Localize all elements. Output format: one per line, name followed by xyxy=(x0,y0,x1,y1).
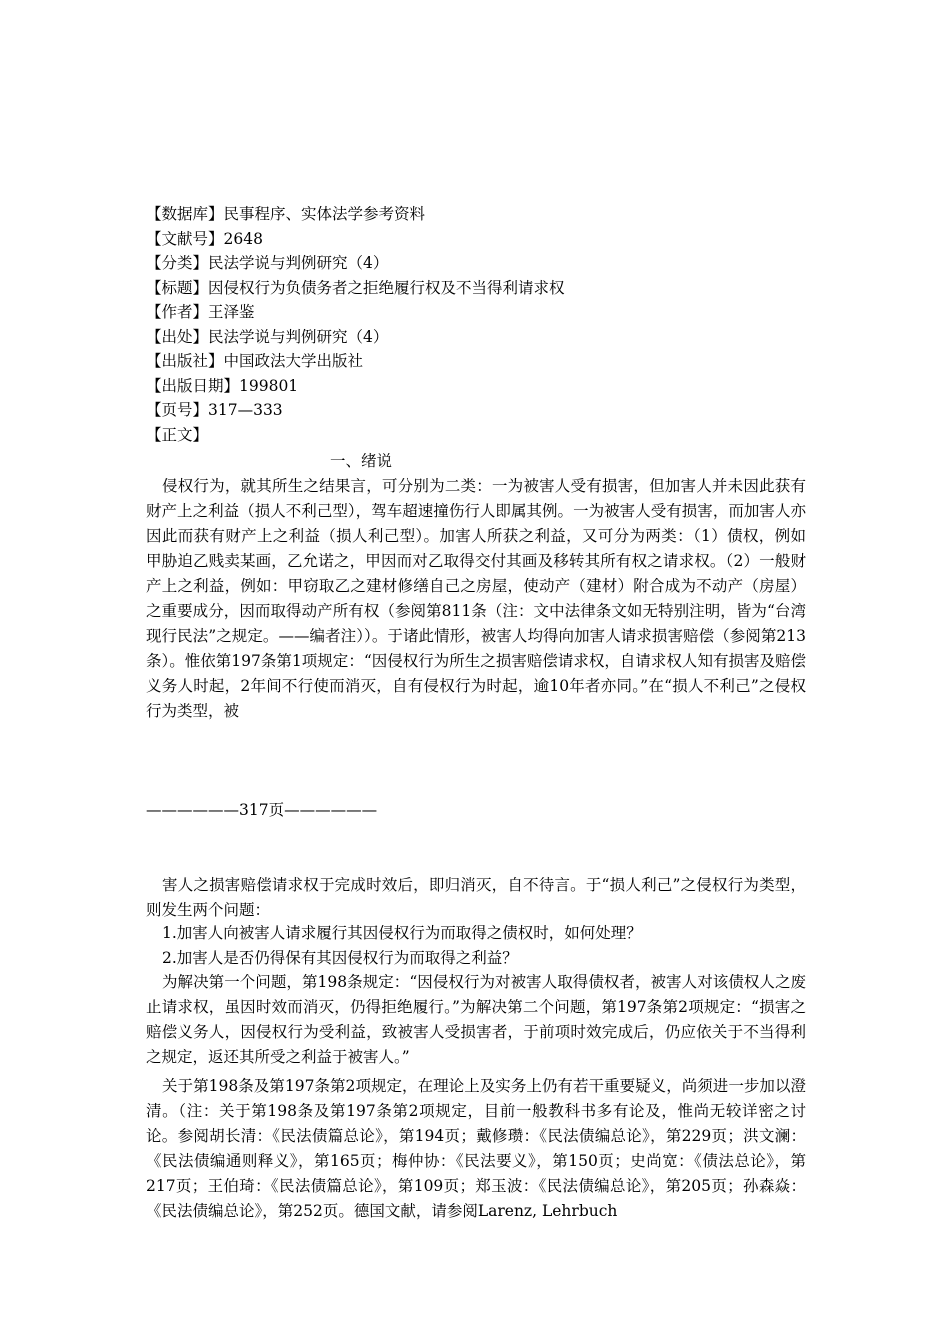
question-item-2: 2.加害人是否仍得保有其因侵权行为而取得之利益？ xyxy=(162,949,518,967)
meta-author: 【作者】王泽鉴 xyxy=(146,303,255,321)
paragraph-intro: 侵权行为，就其所生之结果言，可分别为二类：一为被害人受有损害，但加害人并未因此获有财产上之利益（损人不利己型），驾车超速撞伤行人即属其例。一为被害人受有损害，而加害人亦因此而获有财产上之利益（损人利己型）。加害人所获之利益，又可分为两类：（1）债权，例如甲胁迫乙贱卖某画，乙允诺之，甲因而对乙取得交付其画及移转其所有权之请求权。（2）一般财产上之利益，例如：甲窃取乙之建材修缮自己之房屋，使动产（建材）附合成为不动产（房屋）之重要成分，因而取得动产所有权（参阅第811条（注：文中法律条文如无特别注明，皆为“台湾现行民法”之规定。——编者注））。于诸此情形，被害人均得向加害人请求损害赔偿（参阅第213条）。惟依第197条第1项规定：“因侵权行为所生之损害赔偿请求权，自请求权人知有损害及赔偿义务人时起，2年间不行使而消灭，自有侵权行为时起，逾10年者亦同。”在“损人不利己”之侵权行为类型，被 xyxy=(146,477,806,720)
meta-body-label: 【正文】 xyxy=(146,425,209,444)
paragraph-doubts: 关于第198条及第197条第2项规定，在理论上及实务上仍有若干重要疑义，尚须进一步加以澄清。（注：关于第198条及第197条第2项规定，目前一般教科书多有论及，惟尚无较详密之讨论。参阅胡长清：《民法债篇总论》，第194页；戴修瓒：《民法债编总论》，第229页；洪文澜：《民法债编通则释义》，第165页；梅仲协：《民法要义》，第150页；史尚宽：《债法总论》，第217页；王伯琦：《民法债篇总论》，第109页；郑玉波：《民法债编总论》，第205页；孙森焱：《民法债编总论》，第252页。德国文献，请参阅Larenz, Lehrbuch xyxy=(146,1077,806,1220)
meta-title: 【标题】因侵权行为负债务者之拒绝履行权及不当得利请求权 xyxy=(146,278,565,297)
question-item-1: 1.加害人向被害人请求履行其因侵权行为而取得之债权时，如何处理？ xyxy=(162,924,642,942)
meta-publisher: 【出版社】中国政法大学出版社 xyxy=(146,352,364,370)
section-heading: 一、绪说 xyxy=(330,452,393,470)
meta-source: 【出处】民法学说与判例研究（4） xyxy=(146,327,389,346)
meta-doc-number: 【文献号】2648 xyxy=(146,229,263,248)
page-separator: ——————317页—————— xyxy=(146,801,378,819)
meta-database: 【数据库】民事程序、实体法学参考资料 xyxy=(146,205,426,223)
meta-pub-date: 【出版日期】199801 xyxy=(146,376,299,395)
metadata-block xyxy=(146,202,826,447)
paragraph-continuation: 害人之损害赔偿请求权于完成时效后，即归消灭，自不待言。于“损人利己”之侵权行为类型，则发生两个问题： xyxy=(146,876,806,919)
meta-category: 【分类】民法学说与判例研究（4） xyxy=(146,254,389,272)
meta-pages: 【页号】317—333 xyxy=(146,401,283,419)
paragraph-solutions: 为解决第一个问题，第198条规定：“因侵权行为对被害人取得债权者，被害人对该债权人之废止请求权，虽因时效而消灭，仍得拒绝履行。”为解决第二个问题，第197条第2项规定：“损害之赔偿义务人，因侵权行为受利益，致被害人受损害者，于前项时效完成后，仍应依关于不当得利之规定，返还其所受之利益于被害人。” xyxy=(146,973,806,1066)
